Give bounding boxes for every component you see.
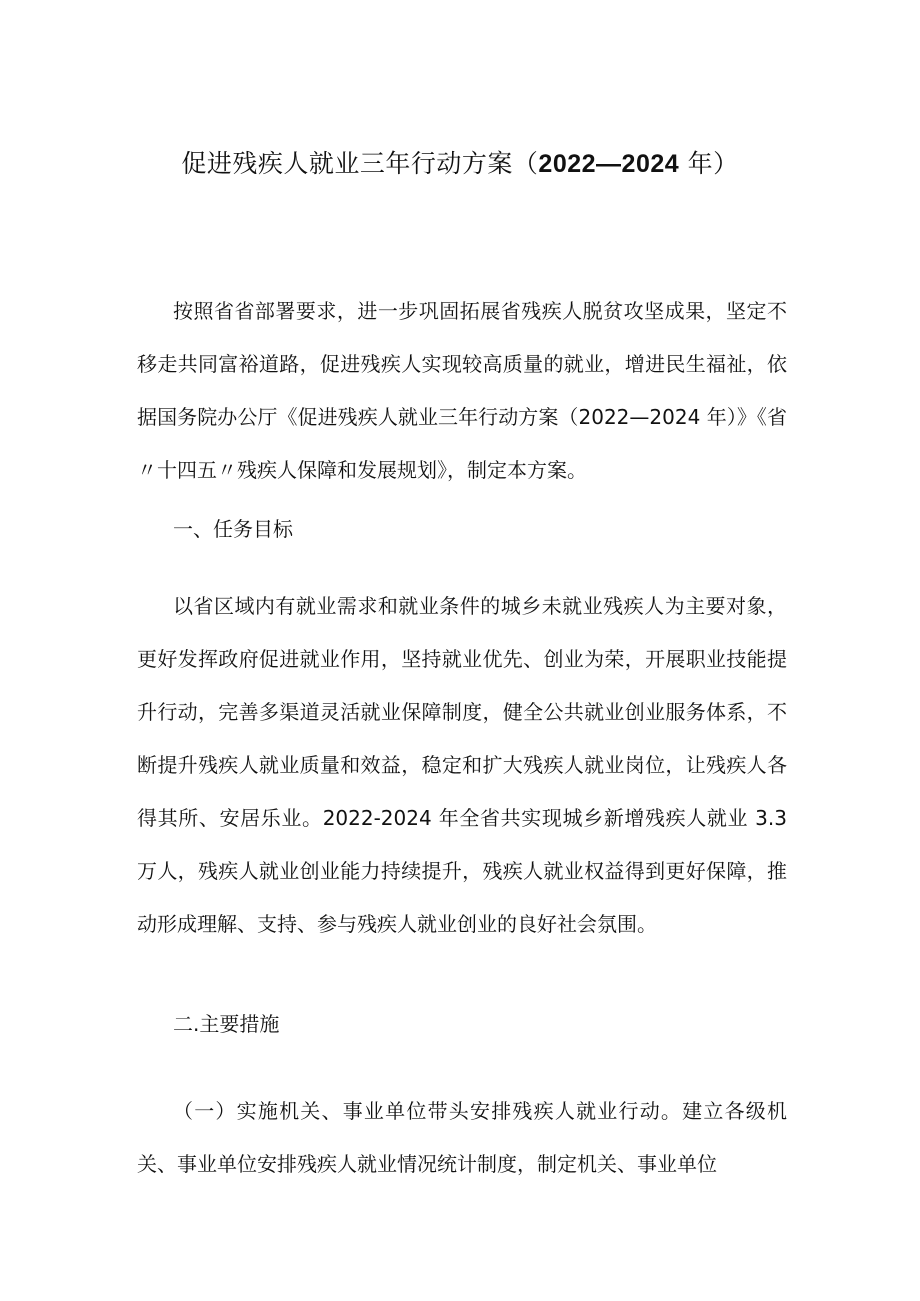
title-main: 促进残疾人就业三年行动方案 — [181, 149, 513, 178]
intro-paragraph: 按照省省部署要求，进一步巩固拓展省残疾人脱贫攻坚成果，坚定不移走共同富裕道路，促进残疾人实现较高质量的就业，增进民生福祉，依据国务院办公厅《促进残疾人就业三年行动方案（2022—2024 年）》《省〃十四五〃残疾人保障和发展规划》，制定本方案。 — [137, 299, 787, 482]
document-title — [0, 146, 920, 182]
title-suffix: 年） — [679, 149, 739, 178]
task-goals-paragraph: 以省区域内有就业需求和就业条件的城乡未就业残疾人为主要对象，更好发挥政府促进就业作用，坚持就业优先、创业为荣，开展职业技能提升行动，完善多渠道灵活就业保障制度，健全公共就业创业服务体系，不断提升残疾人就业质量和效益，稳定和扩大残疾人就业岗位，让残疾人各得其所、安居乐业。2022-2024 年全省共实现城乡新增残疾人就业 3.3 万人，残疾人就业创业能力持续提升，残疾人就业权益得到更好保障，推动形成理解、支持、参与残疾人就业创业的良好社会氛围。 — [137, 594, 787, 936]
title-years: 2022—2024 — [538, 150, 680, 178]
section-heading-main-measures: 二.主要措施 — [173, 1012, 280, 1036]
title-paren-open: （ — [512, 149, 539, 178]
measure-item-1-paragraph: （一）实施机关、事业单位带头安排残疾人就业行动。建立各级机关、事业单位安排残疾人就业情况统计制度，制定机关、事业单位 — [137, 1099, 787, 1176]
section-heading-task-goals: 一、任务目标 — [173, 517, 293, 541]
